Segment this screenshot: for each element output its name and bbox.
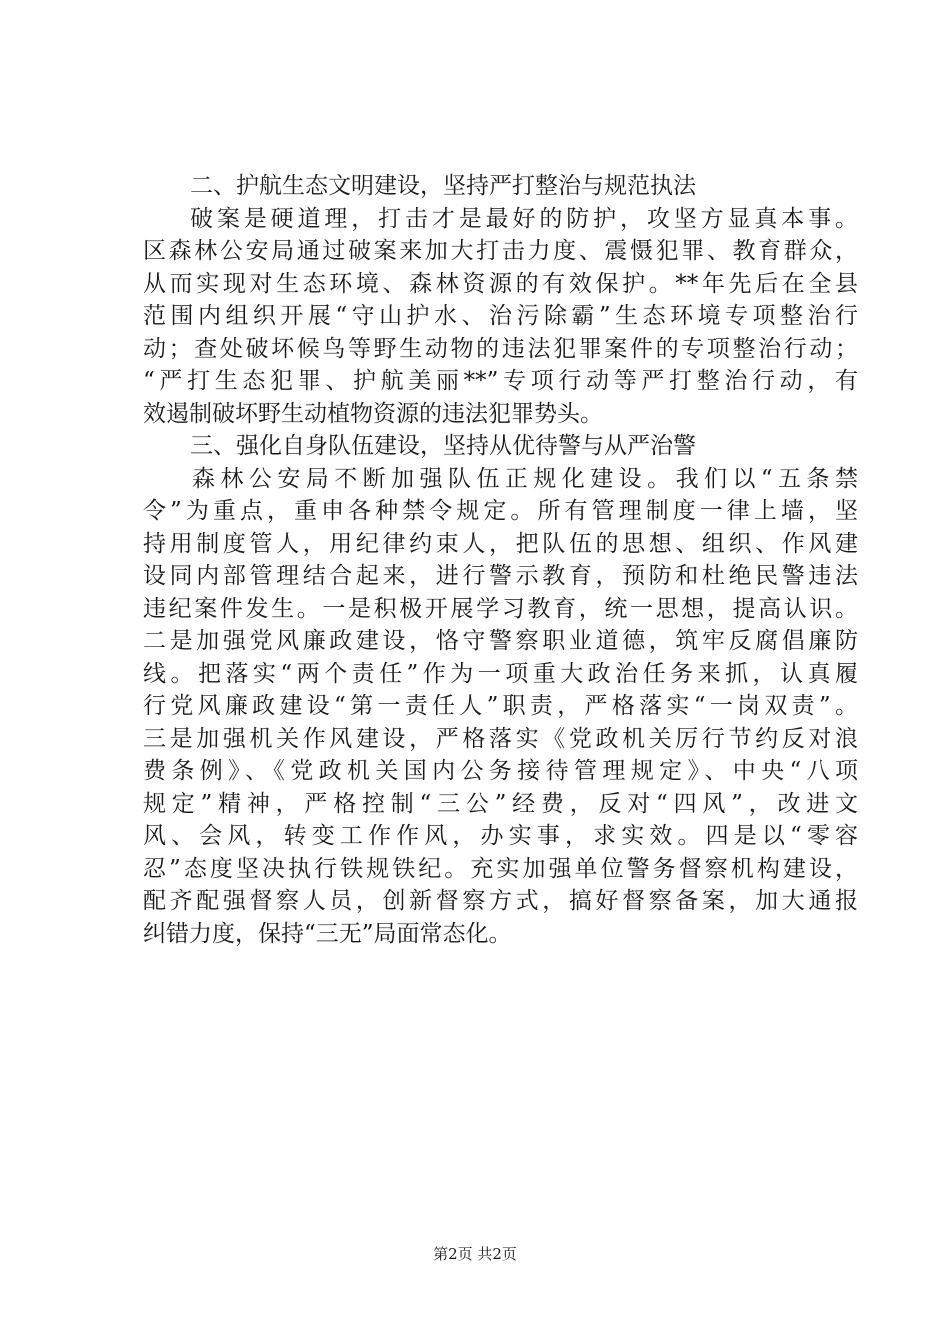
paragraph-line: 森林公安局不断加强队伍正规化建设。我们以“五条禁 bbox=[192, 465, 858, 492]
paragraph-line: 忍”态度坚决执行铁规铁纪。充实加强单位警务督察机构建设， bbox=[143, 855, 858, 882]
paragraph-line: 行党风廉政建设“第一责任人”职责，严格落实“一岗双责”。 bbox=[143, 693, 858, 719]
paragraph-line: 配齐配强督察人员，创新督察方式，搞好督察备案，加大通报 bbox=[143, 888, 858, 914]
paragraph-line: 二是加强党风廉政建设，恪守警察职业道德，筑牢反腐倡廉防 bbox=[143, 628, 858, 654]
paragraph-line: 规定”精神，严格控制“三公”经费，反对“四风”，改进文 bbox=[143, 790, 858, 817]
paragraph-line: 设同内部管理结合起来，进行警示教育，预防和杜绝民警违法 bbox=[143, 563, 858, 589]
paragraph-line: 费条例》、《党政机关国内公务接待管理规定》、中央“八项 bbox=[143, 758, 858, 784]
paragraph-line: 区森林公安局通过破案来加大打击力度、震慑犯罪、教育群众， bbox=[143, 238, 858, 264]
paragraph-line: 违纪案件发生。一是积极开展学习教育，统一思想，提高认识。 bbox=[143, 595, 858, 622]
paragraph-line: “严打生态犯罪、护航美丽**”专项行动等严打整治行动，有 bbox=[143, 368, 858, 394]
paragraph-line: 动；查处破坏候鸟等野生动物的违法犯罪案件的专项整治行动； bbox=[143, 335, 858, 362]
paragraph-line: 从而实现对生态环境、森林资源的有效保护。**年先后在全县 bbox=[143, 270, 858, 297]
section-2-heading: 二、护航生态文明建设，坚持严打整治与规范执法 bbox=[190, 173, 696, 199]
paragraph-line: 令”为重点，重申各种禁令规定。所有管理制度一律上墙，坚 bbox=[143, 498, 858, 524]
page-number-footer: 第2页 共2页 bbox=[433, 1245, 517, 1263]
paragraph-line: 风、会风，转变工作作风，办实事，求实效。四是以“零容 bbox=[143, 823, 858, 849]
paragraph-line: 线。把落实“两个责任”作为一项重大政治任务来抓，认真履 bbox=[143, 660, 858, 687]
paragraph-line: 持用制度管人，用纪律约束人，把队伍的思想、组织、作风建 bbox=[143, 530, 858, 557]
paragraph-line: 破案是硬道理，打击才是最好的防护，攻坚方显真本事。 bbox=[190, 205, 858, 232]
section-3-heading: 三、强化自身队伍建设，坚持从优待警与从严治警 bbox=[190, 433, 696, 459]
paragraph-line: 效遏制破坏野生动植物资源的违法犯罪势头。 bbox=[143, 400, 603, 427]
document-body bbox=[143, 170, 858, 950]
paragraph-line: 三是加强机关作风建设，严格落实《党政机关厉行节约反对浪 bbox=[143, 725, 858, 752]
paragraph-line: 范围内组织开展“守山护水、治污除霸”生态环境专项整治行 bbox=[143, 303, 858, 329]
paragraph-line: 纠错力度，保持“三无”局面常态化。 bbox=[143, 920, 512, 947]
